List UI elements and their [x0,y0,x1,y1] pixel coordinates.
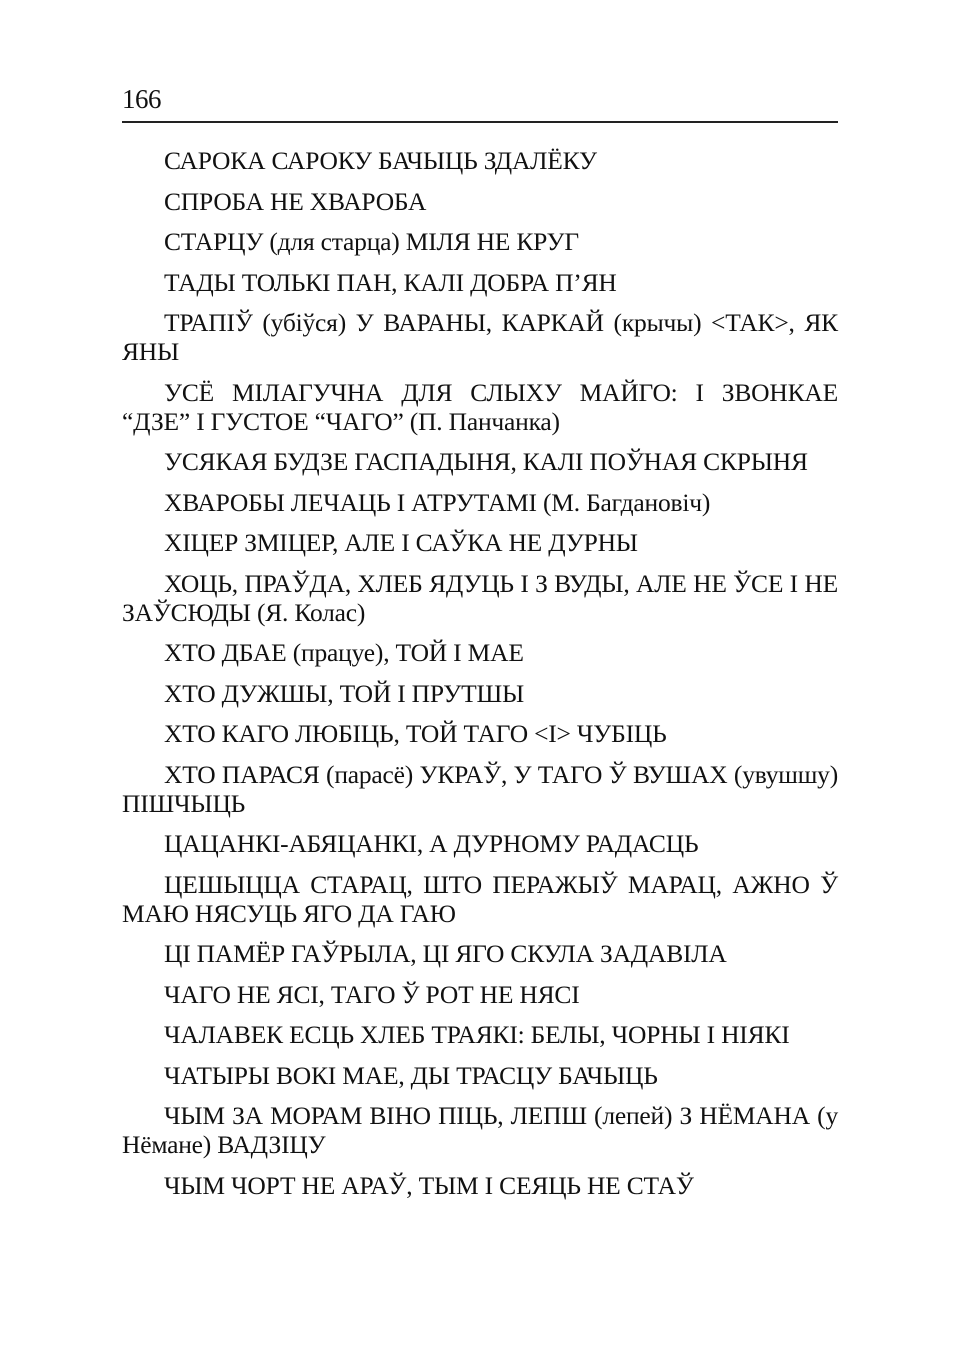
proverb-entry: ТАДЫ ТОЛЬКІ ПАН, КАЛІ ДОБРА П’ЯН [164,267,617,297]
proverb-entry: СПРОБА НЕ ХВАРОБА [164,186,427,216]
proverb-entry: ЧАГО НЕ ЯСІ, ТАГО Ў РОТ НЕ НЯСІ [164,979,580,1009]
proverb-entry: ТРАПІЎ (убіўся) У ВАРАНЫ, КАРКАЙ (крычы) <ТАК>, ЯК ЯНЫ [122,308,838,366]
page-number: 166 [122,84,161,114]
proverb-entry: ХТО КАГО ЛЮБІЦЬ, ТОЙ ТАГО <І> ЧУБІЦЬ [164,719,667,748]
proverb-entry: ЦІ ПАМЁР ГАЎРЫЛА, ЦІ ЯГО СКУЛА ЗАДАВІЛА [164,939,727,968]
proverb-entry: ХТО ПАРАСЯ (парасё) УКРАЎ, У ТАГО Ў ВУШАХ (увушшу) ПІШЧЫЦЬ [122,759,838,818]
proverb-entry: ЧАТЫРЫ ВОКІ МАЕ, ДЫ ТРАСЦУ БАЧЫЦЬ [164,1060,658,1090]
proverb-entry: УСЁ МІЛАГУЧНА ДЛЯ СЛЫХУ МАЙГО: І ЗВОНКАЕ “ДЗЕ” І ГУСТОЕ “ЧАГО” (П. Панчанка) [122,377,838,436]
proverb-list [122,146,838,1211]
header-rule [122,121,838,123]
proverb-entry: ЦЕШЫЦЦА СТАРАЦ, ШТО ПЕРАЖЫЎ МАРАЦ, АЖНО Ў МАЮ НЯСУЦЬ ЯГО ДА ГАЮ [122,869,838,928]
proverb-entry: ЧЫМ ЧОРТ НЕ АРАЎ, ТЫМ І СЕЯЦЬ НЕ СТАЎ [164,1170,694,1200]
proverb-entry: ЦАЦАНКІ-АБЯЦАНКІ, А ДУРНОМУ РАДАСЦЬ [164,829,699,858]
proverb-entry: ХВАРОБЫ ЛЕЧАЦЬ І АТРУТАМІ (М. Багдановіч) [164,487,711,517]
proverb-entry: УСЯКАЯ БУДЗЕ ГАСПАДЫНЯ, КАЛІ ПОЎНАЯ СКРЫНЯ [164,447,808,476]
proverb-entry: СТАРЦУ (для старца) МІЛЯ НЕ КРУГ [164,227,579,256]
proverb-entry: ЧАЛАВЕК ЕСЦЬ ХЛЕБ ТРАЯКІ: БЕЛЫ, ЧОРНЫ І НІЯКІ [164,1020,790,1049]
proverb-entry: САРОКА САРОКУ БАЧЫЦЬ ЗДАЛЁКУ [164,146,597,175]
proverb-entry: ХТО ДБАЕ (працуе), ТОЙ І МАЕ [164,638,524,667]
proverb-entry: ХІЦЕР ЗМІЦЕР, АЛЕ І САЎКА НЕ ДУРНЫ [164,528,638,557]
proverb-entry: ХТО ДУЖШЫ, ТОЙ І ПРУТШЫ [164,678,525,708]
proverb-entry: ХОЦЬ, ПРАЎДА, ХЛЕБ ЯДУЦЬ І З ВУДЫ, АЛЕ НЕ ЎСЕ І НЕ ЗАЎСЮДЫ (Я. Колас) [122,568,838,627]
proverb-entry: ЧЫМ ЗА МОРАМ ВІНО ПІЦЬ, ЛЕПШ (лепей) З НЁМАНА (у Нёмане) ВАДЗІЦУ [122,1101,838,1159]
